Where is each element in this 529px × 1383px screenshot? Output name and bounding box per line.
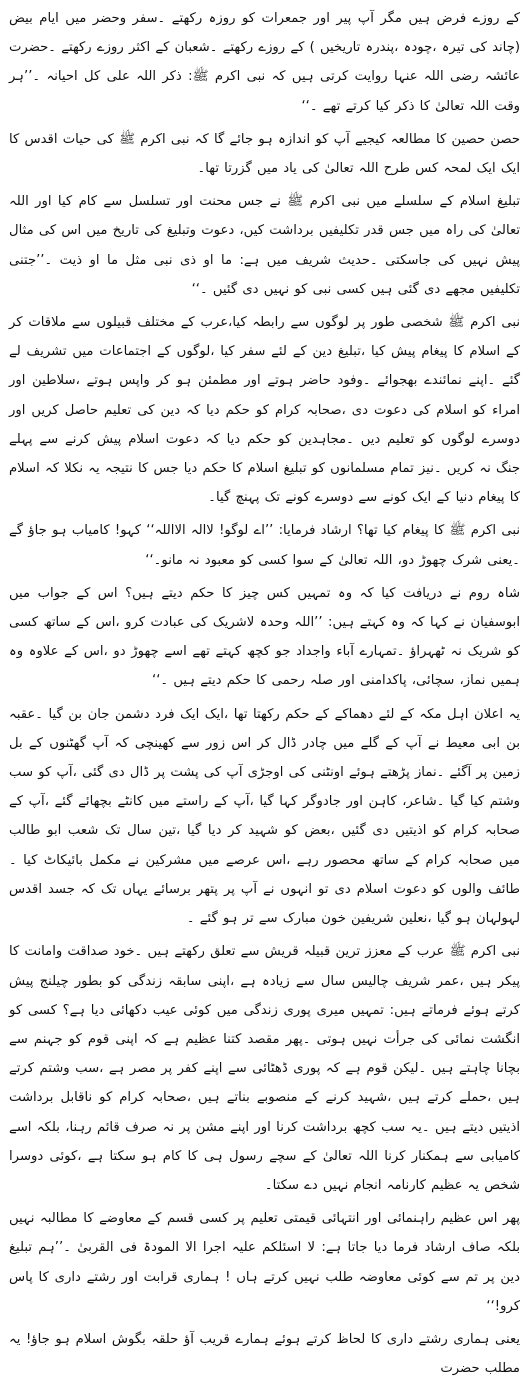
- paragraph-tabligh-hardships: تبلیغ اسلام کے سلسلے میں نبی اکرم ﷺ نے جس محنت اور تسلسل سے کام کیا اور اللہ تعالیٰ کی راہ میں جس قدر تکلیفیں برداشت کیں، دعوت وتبلیغ کی تاریخ میں اس کی مثال پیش نہیں کی جاسکتی ۔حدیث شریف میں ہے: ما او ذی نبی مثل ما او ذیت ۔’’جتنی تکلیفیں مجھے دی گئی ہیں کسی نبی کو نہیں دی گئیں ۔‘‘: [9, 194, 520, 297]
- paragraph-abu-sufyan: شاہ روم نے دریافت کیا کہ وہ تمہیں کس چیز کا حکم دیتے ہیں؟ اس کے جواب میں ابوسفیان نے کہا کہ وہ کہتے ہیں: ’’اللہ وحدہ لاشریک کی عبادت کرو ،اس کے ساتھ کسی کو شریک نہ ٹھہراؤ ۔تمہارے آباء واجداد جو کچھ کہتے تھے اسے چھوڑ دو ،اس کے علاوہ وہ ہمیں نماز، سچائی، پاکدامنی اور صلہ رحمی کا حکم دیتے ہیں ۔‘‘: [9, 585, 520, 689]
- paragraph-no-reward: پھر اس عظیم راہنمائی اور انتہائی قیمتی تعلیم پر کسی قسم کے معاوضے کا مطالبہ نہیں بلکہ صاف ارشاد فرما دیا جاتا ہے: لا اسئلکم علیہ اجرا الا المودۃ فی القربیٰ ۔’’ہم تبلیغ دین پر تم سے کوئی معاوضہ طلب نہیں کرتے ہاں ! ہماری قرابت اور رشتے داری کا پاس کرو!‘‘: [9, 1211, 520, 1314]
- paragraph-tabligh-methods: نبی اکرم ﷺ شخصی طور پر لوگوں سے رابطہ کیا،عرب کے مختلف قبیلوں سے ملاقات کر کے اسلام کا پیغام پیش کیا ،تبلیغ دین کے لئے سفر کیا ،لوگوں کے اجتماعات میں تشریف لے گئے ۔اپنے نمائندے بھجوائے ۔وفود حاضر ہوتے اور مطمئن ہو کر واپس ہوتے ،سلاطین اور امراء کو اسلام کی دعوت دی ،صحابہ کرام کو حکم دیا کہ دین کی تعلیم حاصل کریں اور دوسرے لوگوں کو تعلیم دیں ۔مجاہدین کو حکم دیا کہ دعوت اسلام پیش کرنے سے پہلے جنگ نہ کریں ۔نیز تمام مسلمانوں کو تبلیغ اسلام کا حکم دیا جس کا نتیجہ یہ نکلا کہ اسلام کا پیغام دنیا کے ایک کونے سے دوسرے کونے تک پہنچ گیا۔: [9, 315, 520, 506]
- paragraph-persecution: یہ اعلان اہل مکہ کے لئے دھماکے کے حکم رکھتا تھا ،ایک ایک فرد دشمن جان بن گیا ۔عقبہ بن ابی معیط نے آپ کے گلے میں چادر ڈال کر اس زور سے کھینچی کہ آپ گھٹنوں کے بل زمین پر آگئے ۔نماز پڑھتے ہوئے اونٹنی کی اوجڑی آپ کی پشت پر ڈال دی گئی ،آپ کو سب وشتم کیا گیا ۔شاعر، کاہن اور جادوگر کہا گیا ،آپ کے راستے میں کانٹے بچھائے گئے ،آپ کے صحابہ کرام کو اذیتیں دی گئیں ،بعض کو شہید کر دیا گیا ،تین سال تک شعب ابو طالب میں صحابہ کرام کے ساتھ محصور رہے ،اس عرصے میں مشرکین نے مکمل بائیکاٹ کیا ۔طائف والوں کو دعوت اسلام دی تو انہوں نے آپ پر پتھر برسائے یہاں تک کہ جسد اقدس لہولہان ہو گیا ،نعلین شریفین خون مبارک سے تر ہو گئے ۔: [9, 706, 520, 927]
- paragraph-character: نبی اکرم ﷺ عرب کے معزز ترین قبیلہ قریش سے تعلق رکھتے ہیں ۔خود صداقت وامانت کا پیکر ہیں ،عمر شریف چالیس سال سے زیادہ ہے ،اپنی سابقہ زندگی کو بطور چیلنج پیش کرتے ہوئے فرماتے ہیں: تمہیں میری پوری زندگی میں کوئی عیب دکھائی دیا ہے؟ کسی کو انگشت نمائی کی جرأت نہیں ہوتی ۔پھر مقصد کتنا عظیم ہے کہ اپنی قوم کو جہنم سے بچانا چاہتے ہیں ۔لیکن قوم ہے کہ پوری ڈھٹائی سے اپنے کفر پر مصر ہے ،سب وشتم کرتے ہیں ،حملے کرتے ہیں ،شہید کرنے کے منصوبے بناتے ہیں ،صحابہ کرام کو ناقابل برداشت اذیتیں دیتے ہیں ۔یہ سب کچھ برداشت کرنا اور اپنے مشن پر نہ صرف قائم رہنا، بلکہ اسے کامیابی سے ہمکنار کرنا اللہ تعالیٰ کے سچے رسول ہی کا کام ہو سکتا ہے ،کوئی دوسرا شخص یہ عظیم کارنامہ انجام نہیں دے سکتا۔: [9, 944, 520, 1193]
- paragraph-fasting: کے روزے فرض ہیں مگر آپ پیر اور جمعرات کو روزہ رکھتے ۔سفر وحضر میں ایام بیض (چاند کی تیرہ ،چودہ ،پندرہ تاریخیں ) کے روزے رکھتے ۔شعبان کے اکثر روزے رکھتے ۔حضرت عائشہ رضی اللہ عنہا روایت کرتی ہیں کہ نبی اکرم ﷺ: ذکر اللہ علی کل احیانہ ۔’’ہر وقت اللہ تعالیٰ کا ذکر کیا کرتے تھے ۔‘‘: [9, 11, 520, 114]
- paragraph-hisn-hasin: حصن حصین کا مطالعہ کیجیے آپ کو اندازہ ہو جائے گا کہ نبی اکرم ﷺ کی حیات اقدس کا ایک ایک لمحہ کس طرح اللہ تعالیٰ کی یاد میں گزرتا تھا۔: [9, 131, 520, 177]
- paragraph-kinship: یعنی ہماری رشتے داری کا لحاظ کرتے ہوئے ہمارے قریب آؤ حلقہ بگوش اسلام ہو جاؤ! یہ مطلب حضرت: [9, 1331, 520, 1377]
- paragraph-message: نبی اکرم ﷺ کا پیغام کیا تھا؟ ارشاد فرمایا: ’’اے لوگو! لاالہ الااللہ‘‘ کہو! کامیاب ہو جاؤ گے ۔یعنی شرک چھوڑ دو، اللہ تعالیٰ کے سوا کسی کو معبود نہ مانو۔‘‘: [9, 523, 520, 568]
